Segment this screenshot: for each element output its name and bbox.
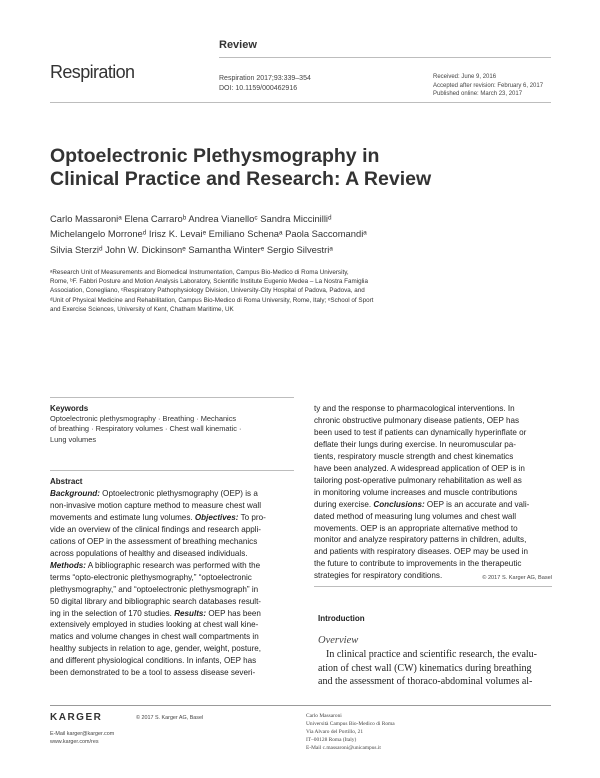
keywords-line: Lung volumes	[50, 434, 97, 444]
abstract-line: and patients with respiratory diseases. OEP may be used in	[314, 547, 528, 557]
abstract-line: ing in the selection of 170 studies. Results: OEP has been	[50, 608, 261, 618]
publisher-email[interactable]: E-Mail karger@karger.com	[50, 731, 115, 737]
abstract-line: tailoring post-operative pulmonary rehabilitation as well as	[314, 475, 522, 485]
abstract-rule	[50, 470, 294, 471]
abstract-line: movements and estimate lung volumes. Objectives: To pro-	[50, 512, 266, 522]
abstract-line: Methods: A bibliographic research was performed with the	[50, 560, 261, 570]
abstract-line: during exercise. Conclusions: OEP is an accurate and vali-	[314, 499, 530, 509]
dates-block	[433, 73, 543, 99]
abstract-line: been demonstrated to be a tool to assess disease severi-	[50, 668, 256, 678]
footer-copyright: © 2017 S. Karger AG, Basel	[136, 715, 204, 721]
author-line: Silvia Sterziᵈ John W. Dickinsonᵉ Samantha Winterᵉ Sergio Silvestriᵃ	[50, 243, 333, 255]
background-label: Background:	[50, 489, 100, 498]
keywords-line: Optoelectronic plethysmography · Breathing · Mechanics	[50, 414, 237, 423]
abstract-line: have been analyzed. A widespread application of OEP is in	[314, 463, 525, 473]
abstract-line: strategies for respiratory conditions.	[314, 571, 443, 581]
abstract-line: 50 digital library and bibliographic search databases result-	[50, 596, 262, 606]
abstract-line: monitor and analyze respiratory patterns in children, adults,	[314, 535, 527, 545]
abstract-line: plethysmography,” and “optoelectronic plethysmograph” in	[50, 584, 259, 594]
introduction-line: and the assessment of thoraco-abdominal volumes al-	[318, 676, 533, 687]
footer-rule	[50, 705, 551, 706]
abstract-line: healthy subjects in relation to age, gender, weight, posture,	[50, 644, 262, 654]
abstract-line: matics and volume changes in chest wall compartments in	[50, 632, 259, 642]
citation: Respiration 2017;93:339–354	[219, 75, 311, 82]
header-divider	[50, 102, 551, 103]
affiliation-line: ᵈUnit of Physical Medicine and Rehabilitation, Campus Bio-Medico di Roma University, Rome, Italy; ᵉSchool of Sport	[50, 296, 374, 304]
correspondence-line: Carlo Massaroni	[306, 713, 342, 719]
abstract-line: the future to contribute to improvements in the therapeutic	[314, 559, 522, 569]
article-title	[50, 145, 470, 191]
correspondence-line: IT–00128 Roma (Italy)	[306, 737, 357, 743]
overview-subheading: Overview	[318, 635, 359, 646]
accepted-date: Accepted after revision: February 6, 2017	[433, 82, 544, 89]
introduction-line: ation of chest wall (CW) kinematics during breathing	[318, 662, 532, 674]
introduction-body	[318, 648, 554, 689]
conclusions-label: Conclusions:	[373, 499, 425, 509]
results-label: Results:	[174, 608, 207, 618]
author-line: Michelangelo Morroneᵈ Irisz K. Levaiᵉ Emiliano Schenaᵃ Paola Saccomandiᵃ	[50, 228, 367, 240]
citation-block	[219, 74, 311, 94]
abstract-end-rule	[314, 586, 552, 587]
title-line: Clinical Practice and Research: A Review	[50, 168, 432, 190]
correspondence-email[interactable]: E-Mail c.massaroni@unicampus.it	[306, 745, 381, 751]
abstract-left-column	[50, 488, 294, 679]
section-label: Review	[219, 39, 257, 51]
abstract-heading: Abstract	[50, 477, 83, 486]
footer-contact	[50, 730, 114, 746]
correspondence-line: Università Campus Bio-Medico di Roma	[306, 721, 395, 727]
keywords-rule	[50, 397, 294, 398]
received-date: Received: June 9, 2016	[433, 74, 497, 80]
abstract-copyright: © 2017 S. Karger AG, Basel	[482, 575, 552, 581]
correspondence-line: Via Alvaro del Portillo, 21	[306, 729, 364, 735]
abstract-line: been used to test if patients can dynamically hyperinflate or	[314, 427, 527, 437]
abstract-line: extensively employed in studies looking at chest wall kine-	[50, 620, 259, 630]
affiliation-line: Rome, ᵇF. Fabbri Posture and Motion Analysis Laboratory, Scientific Institute Eugenio Medea – La Nostra Famiglia	[50, 278, 368, 286]
abstract-line: vide an overview of the clinical findings and research appli-	[50, 524, 262, 534]
abstract-line: deflate their lungs during exercise. In neuromuscular pa-	[314, 439, 517, 449]
author-list	[50, 211, 470, 257]
correspondence-block	[306, 712, 395, 752]
abstract-line: ty and the response to pharmacological interventions. In	[314, 404, 515, 413]
methods-label: Methods:	[50, 560, 86, 570]
affiliations	[50, 268, 470, 314]
author-line: Carlo Massaroniᵃ Elena Carraroᵇ Andrea Vianelloᶜ Sandra Miccinilliᵈ	[50, 213, 332, 224]
journal-website[interactable]: www.karger.com/res	[50, 739, 99, 745]
affiliation-line: and Exercise Sciences, University of Kent, Chatham Maritime, UK	[50, 305, 234, 313]
abstract-line: terms “opto-electronic plethysmography,” “optoelectronic	[50, 572, 252, 582]
abstract-line: movements. OEP is an appropriate alternative method to	[314, 523, 518, 533]
abstract-line: non-invasive motion capture method to measure chest wall	[50, 500, 261, 510]
keywords-line: of breathing · Respiratory volumes · Chest wall kinematic ·	[50, 424, 242, 434]
abstract-line: in monitoring volume increases and muscle contributions	[314, 487, 518, 497]
abstract-line: Background: Optoelectronic plethysmography (OEP) is a	[50, 489, 258, 498]
introduction-line: In clinical practice and scientific research, the evalu-	[326, 649, 537, 660]
journal-logo: Respiration	[50, 62, 135, 82]
doi-link[interactable]: DOI: 10.1159/000462916	[219, 85, 298, 92]
abstract-right-column	[314, 403, 552, 582]
abstract-line: tients, respiratory muscle strength and chest kinematics	[314, 451, 514, 461]
published-date: Published online: March 23, 2017	[433, 91, 523, 98]
abstract-line: across populations of healthy and diseased individuals.	[50, 548, 248, 558]
header-rule	[219, 57, 551, 58]
publisher-logo: KARGER	[50, 712, 103, 723]
title-line: Optoelectronic Plethysmography in	[50, 145, 380, 167]
affiliation-line: ᵃResearch Unit of Measurements and Biomedical Instrumentation, Campus Bio-Medico di Roma University,	[50, 269, 349, 276]
keywords-list	[50, 414, 290, 445]
abstract-line: dated method of measuring lung volumes and chest wall	[314, 511, 517, 521]
abstract-line: chronic obstructive pulmonary disease patients, OEP has	[314, 415, 519, 425]
affiliation-line: Association, Conegliano, ᶜRespiratory Pathophysiology Division, University-City Hospital of Padova, Padova, and	[50, 287, 365, 295]
abstract-line: and different physiological conditions. In infants, OEP has	[50, 656, 257, 666]
abstract-line: cations of OEP in the assessment of breathing mechanics	[50, 536, 258, 546]
introduction-heading: Introduction	[318, 614, 365, 623]
keywords-heading: Keywords	[50, 404, 89, 413]
objectives-label: Objectives:	[194, 512, 239, 522]
